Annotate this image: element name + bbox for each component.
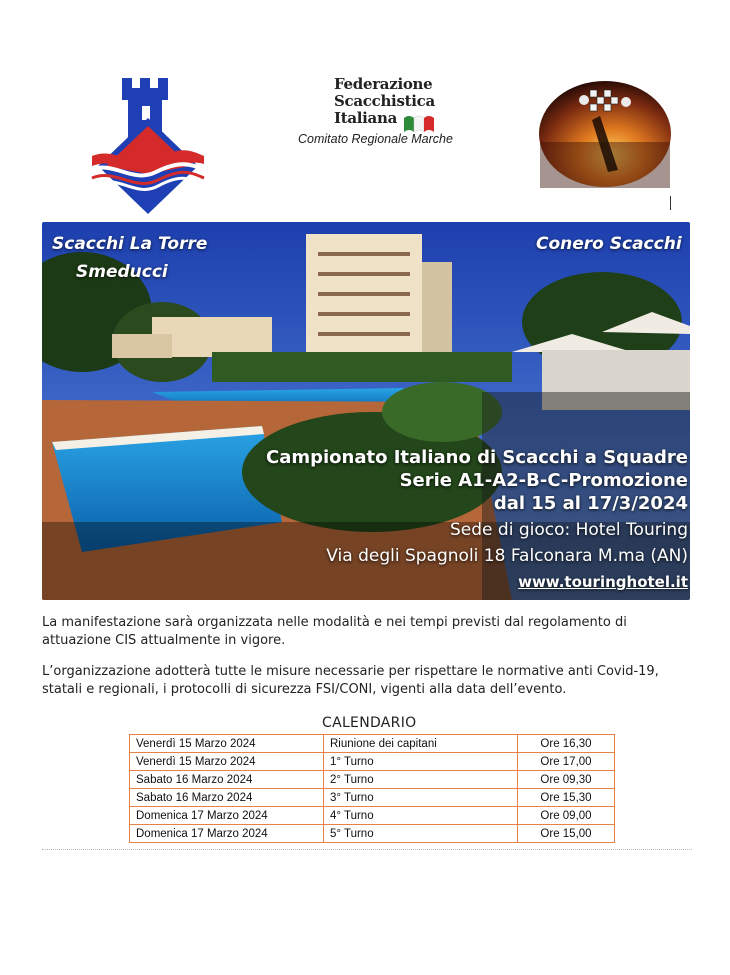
calendar-event-cell: 1° Turno: [324, 753, 518, 771]
calendar-event-cell: 2° Turno: [324, 771, 518, 789]
calendar-event-cell: 4° Turno: [324, 807, 518, 825]
event-dates: dal 15 al 17/3/2024: [493, 493, 688, 514]
calendar-table: [129, 734, 615, 843]
fsi-name-line: Italiana: [334, 109, 398, 127]
fsi-logo-block: [298, 76, 478, 156]
club-left-name-line1: Scacchi La Torre: [52, 234, 208, 254]
calendar-time-cell: Ore 15,00: [518, 825, 615, 843]
calendar-title: CALENDARIO: [322, 715, 417, 731]
calendar-event-cell: 3° Turno: [324, 789, 518, 807]
calendar-row: [130, 789, 615, 807]
divider-tick: [670, 196, 671, 210]
calendar-date-cell: Domenica 17 Marzo 2024: [130, 807, 324, 825]
dotted-divider: [42, 849, 692, 851]
calendar-date-cell: Venerdì 15 Marzo 2024: [130, 735, 324, 753]
calendar-row: [130, 825, 615, 843]
chess-club-tower-logo: [86, 74, 210, 218]
organization-paragraph: La manifestazione sarà organizzata nelle modalità e nei tempi previsti dal regolamento di attuazione CIS attualmente in vigore.: [42, 615, 627, 648]
club-right-name: Conero Scacchi: [536, 234, 682, 254]
calendar-time-cell: Ore 17,00: [518, 753, 615, 771]
calendar-time-cell: Ore 15,30: [518, 789, 615, 807]
italian-flag-icon: [404, 114, 434, 132]
fsi-name-line: Scacchistica: [334, 92, 435, 110]
safety-paragraph: L’organizzazione adotterà tutte le misure necessarie per rispettare le normative anti Covid-19, statali e regionali, i protocolli di sicurezza FSI/CONI, vigenti alla data dell’evento.: [42, 664, 659, 697]
event-series: Serie A1-A2-B-C-Promozione: [399, 470, 688, 491]
calendar-row: [130, 807, 615, 825]
fsi-subtitle: Comitato Regionale Marche: [298, 132, 453, 146]
calendar-date-cell: Venerdì 15 Marzo 2024: [130, 753, 324, 771]
conero-scacchi-logo: [538, 80, 672, 188]
venue-name: Sede di gioco: Hotel Touring: [450, 520, 688, 540]
calendar-row: [130, 735, 615, 753]
calendar-time-cell: Ore 09,30: [518, 771, 615, 789]
calendar-event-cell: Riunione dei capitani: [324, 735, 518, 753]
calendar-row: [130, 753, 615, 771]
calendar-time-cell: Ore 09,00: [518, 807, 615, 825]
club-left-name-line2: Smeducci: [76, 262, 168, 282]
calendar-date-cell: Sabato 16 Marzo 2024: [130, 789, 324, 807]
calendar-row: [130, 771, 615, 789]
fsi-name-line: Federazione: [334, 75, 433, 93]
venue-address: Via degli Spagnoli 18 Falconara M.ma (AN): [326, 546, 688, 566]
calendar-date-cell: Sabato 16 Marzo 2024: [130, 771, 324, 789]
event-title: Campionato Italiano di Scacchi a Squadre: [266, 447, 688, 468]
calendar-date-cell: Domenica 17 Marzo 2024: [130, 825, 324, 843]
calendar-event-cell: 5° Turno: [324, 825, 518, 843]
venue-website-link[interactable]: www.touringhotel.it: [518, 573, 688, 591]
calendar-time-cell: Ore 16,30: [518, 735, 615, 753]
